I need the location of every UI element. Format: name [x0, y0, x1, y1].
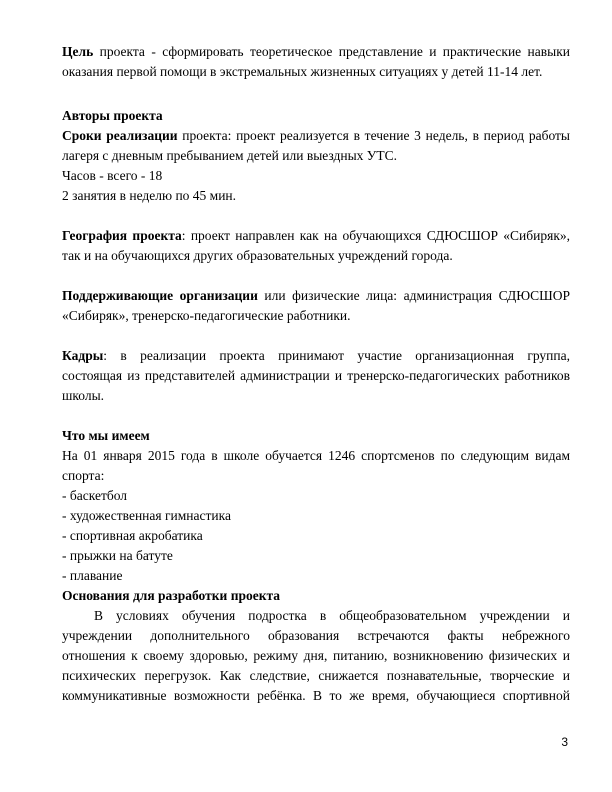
goal-line-2: оказания первой помощи в экстремальных жизненных ситуациях у детей 11-14 лет.: [62, 64, 543, 79]
supporters-line-2: «Сибиряк», тренерско-педагогические работники.: [62, 308, 351, 323]
page-number: 3: [561, 735, 568, 749]
basis-line-2: учреждении дополнительного образования встречаются факты небрежного: [62, 628, 570, 643]
terms-label: Сроки реализации: [62, 128, 178, 143]
staff-paragraph: [62, 346, 570, 406]
terms-sessions: 2 занятия в неделю по 45 мин.: [62, 188, 237, 203]
terms-line-2: лагеря с дневным пребыванием детей или выездных УТС.: [62, 148, 397, 163]
list-item: - баскетбол: [62, 488, 128, 503]
basis-line-1: В условиях обучения подростка в общеобразовательном учреждении и: [94, 608, 570, 623]
goal-paragraph: [62, 42, 570, 82]
basis-line-4: психических перегрузок. Как следствие, снижается познавательные, творческие и: [62, 668, 570, 683]
list-item: - плавание: [62, 568, 123, 583]
geography-paragraph: [62, 226, 570, 266]
authors-heading: Авторы проекта: [62, 108, 163, 123]
supporters-label: Поддерживающие организации: [62, 288, 258, 303]
basis-line-5: коммуникативные возможности ребёнка. В то же время, обучающиеся спортивной: [62, 688, 570, 703]
staff-line-3: школы.: [62, 388, 105, 403]
have-section: [62, 426, 570, 586]
geography-label: География проекта: [62, 228, 182, 243]
basis-heading: Основания для разработки проекта: [62, 588, 281, 603]
goal-label: Цель: [62, 44, 94, 59]
list-item: - прыжки на батуте: [62, 548, 173, 563]
supporters-line-1: Поддерживающие организации или физические лица: администрация СДЮСШОР: [62, 288, 570, 303]
geography-line-1: География проекта: проект направлен как на обучающихся СДЮСШОР «Сибиряк»,: [62, 228, 571, 243]
basis-section: [62, 586, 570, 706]
basis-line-3: отношения к своему здоровью, режиму дня, питанию, возникновению физических и: [62, 648, 570, 663]
geography-line-2: так и на обучающихся других образовательных учреждений города.: [62, 248, 453, 263]
supporters-paragraph: [62, 286, 570, 326]
goal-line-1: Цель проекта - сформировать теоретическое представление и практические навыки: [62, 44, 570, 59]
staff-label: Кадры: [62, 348, 104, 363]
staff-line-1: Кадры: в реализации проекта принимают участие организационная группа,: [62, 348, 570, 363]
staff-line-2: состоящая из представителей администрации и тренерско-педагогических работников: [62, 368, 570, 383]
terms-line-1: Сроки реализации проекта: проект реализуется в течение 3 недель, в период работы: [62, 128, 570, 143]
have-line-1: На 01 января 2015 года в школе обучается 1246 спортсменов по следующим видам: [62, 448, 570, 463]
list-item: - художественная гимнастика: [62, 508, 231, 523]
have-line-2: спорта:: [62, 468, 105, 483]
have-heading: Что мы имеем: [62, 428, 150, 443]
list-item: - спортивная акробатика: [62, 528, 203, 543]
terms-paragraph: [62, 126, 570, 206]
terms-hours: Часов - всего - 18: [62, 168, 163, 183]
